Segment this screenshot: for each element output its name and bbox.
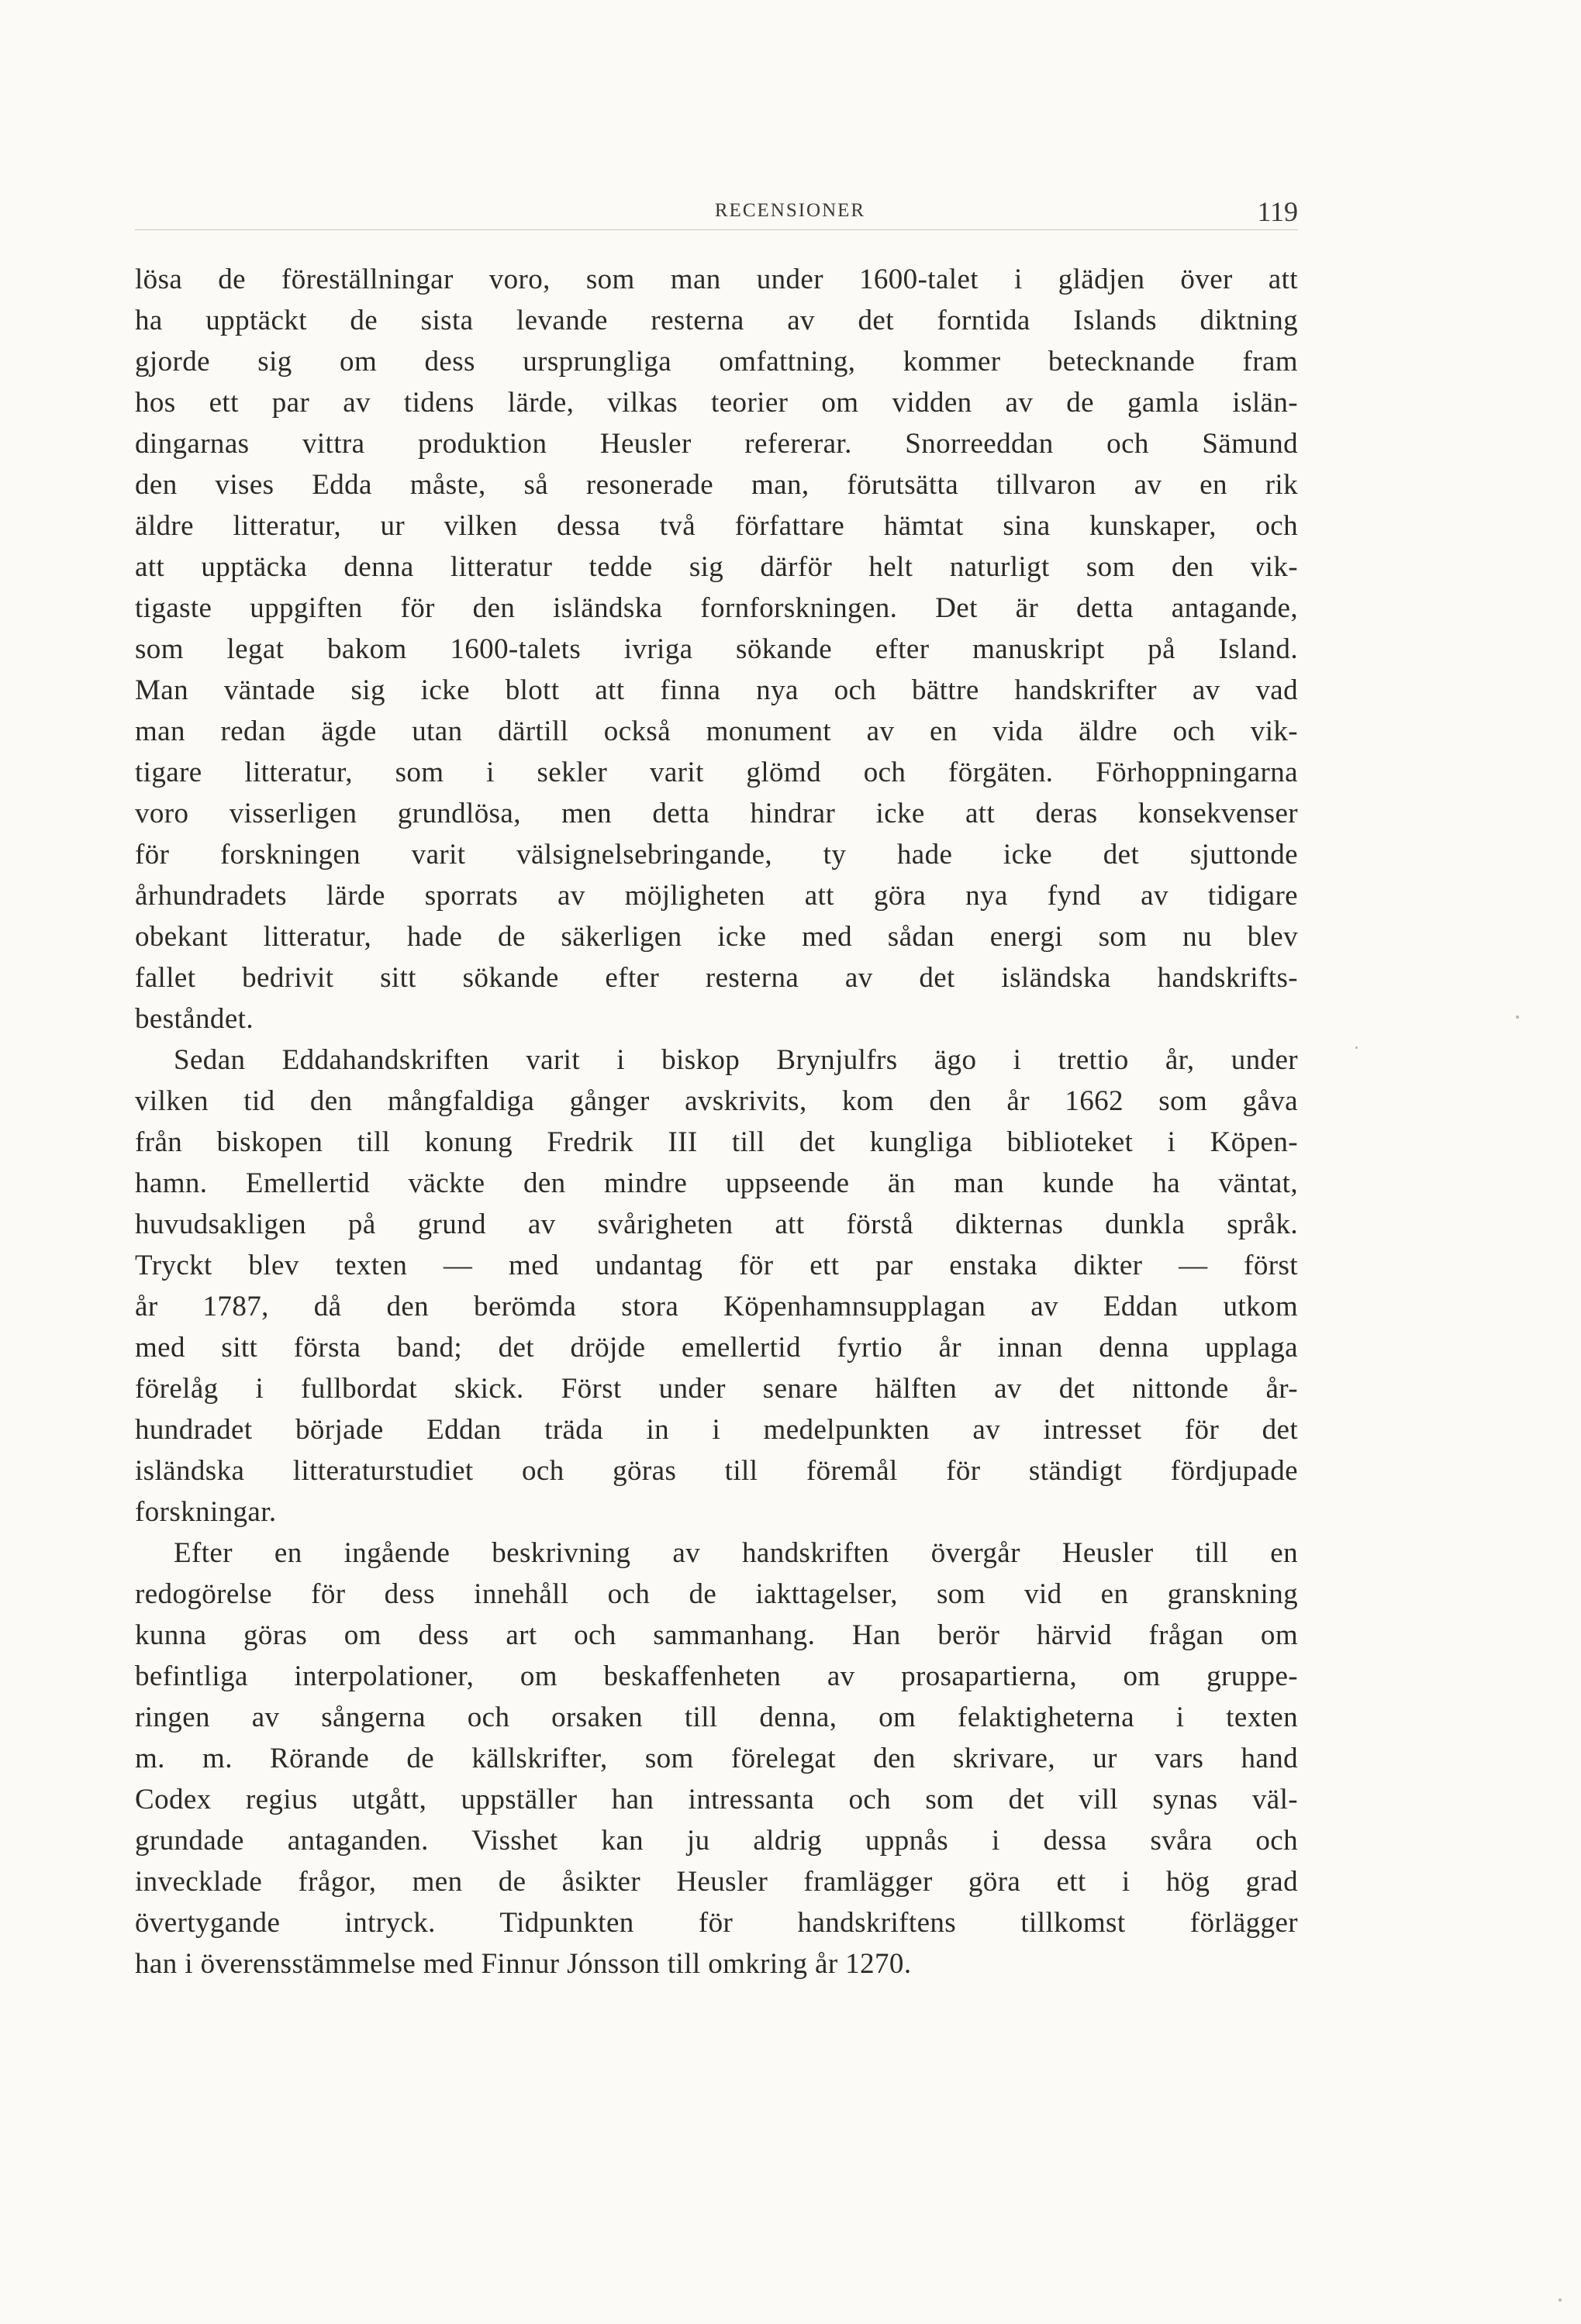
text-line: isländska litteraturstudiet och göras till föremål för ständigt fördjupade bbox=[135, 1455, 1298, 1487]
text-line: övertygande intryck. Tidpunkten för handskriftens tillkomst förlägger bbox=[135, 1907, 1298, 1939]
paragraph bbox=[135, 259, 1298, 1040]
paper-speck bbox=[1559, 2298, 1562, 2302]
paper-speck bbox=[1355, 1046, 1358, 1049]
body-text bbox=[135, 259, 1298, 1984]
text-line: forskningar. bbox=[135, 1496, 277, 1528]
text-line: Sedan Eddahandskriften varit i biskop Brynjulfrs ägo i trettio år, under bbox=[174, 1044, 1298, 1076]
text-line: år 1787, då den berömda stora Köpenhamnsupplagan av Eddan utkom bbox=[135, 1291, 1298, 1322]
running-head: RECENSIONER bbox=[714, 200, 866, 221]
text-line: voro visserligen grundlösa, men detta hindrar icke att deras konsekvenser bbox=[135, 798, 1298, 829]
text-line: huvudsakligen på grund av svårigheten att förstå dikternas dunkla språk. bbox=[135, 1209, 1298, 1240]
text-line: fallet bedrivit sitt sökande efter resterna av det isländska handskrifts- bbox=[135, 962, 1298, 994]
text-line: hamn. Emellertid väckte den mindre uppseende än man kunde ha väntat, bbox=[135, 1167, 1298, 1199]
text-line: från biskopen till konung Fredrik III till det kungliga biblioteket i Köpen- bbox=[135, 1126, 1298, 1158]
text-line: ha upptäckt de sista levande resterna av det forntida Islands diktning bbox=[135, 305, 1298, 336]
text-line: han i överensstämmelse med Finnur Jónsson till omkring år 1270. bbox=[135, 1948, 912, 1980]
text-line: vilken tid den mångfaldiga gånger avskrivits, kom den år 1662 som gåva bbox=[135, 1085, 1298, 1117]
text-line: med sitt första band; det dröjde emellertid fyrtio år innan denna upplaga bbox=[135, 1332, 1298, 1364]
page-number: 119 bbox=[1257, 196, 1298, 227]
text-line: Codex regius utgått, uppställer han intressanta och som det vill synas väl- bbox=[135, 1784, 1298, 1815]
paragraph bbox=[135, 1040, 1298, 1533]
paper-speck bbox=[1516, 1015, 1519, 1019]
text-line: kunna göras om dess art och sammanhang. Han berör härvid frågan om bbox=[135, 1619, 1298, 1651]
text-line: dingarnas vittra produktion Heusler refererar. Snorreeddan och Sämund bbox=[135, 428, 1298, 460]
text-line: den vises Edda måste, så resonerade man, förutsätta tillvaron av en rik bbox=[135, 469, 1298, 501]
text-line: att upptäcka denna litteratur tedde sig därför helt naturligt som den vik- bbox=[135, 551, 1298, 583]
text-line: för forskningen varit välsignelsebringande, ty hade icke det sjuttonde bbox=[135, 839, 1298, 871]
page-header bbox=[135, 195, 1298, 228]
text-line: Man väntade sig icke blott att finna nya och bättre handskrifter av vad bbox=[135, 674, 1298, 706]
text-line: ringen av sångerna och orsaken till denna, om felaktigheterna i texten bbox=[135, 1702, 1298, 1733]
text-line: redogörelse för dess innehåll och de iakttagelser, som vid en granskning bbox=[135, 1578, 1298, 1610]
text-line: hundradet började Eddan träda in i medelpunkten av intresset för det bbox=[135, 1414, 1298, 1446]
text-line: obekant litteratur, hade de säkerligen icke med sådan energi som nu blev bbox=[135, 921, 1298, 953]
text-line: som legat bakom 1600-talets ivriga sökande efter manuskript på Island. bbox=[135, 633, 1298, 665]
text-line: äldre litteratur, ur vilken dessa två författare hämtat sina kunskaper, och bbox=[135, 510, 1298, 542]
text-line: m. m. Rörande de källskrifter, som förelegat den skrivare, ur vars hand bbox=[135, 1743, 1298, 1774]
text-line: gjorde sig om dess ursprungliga omfattning, kommer betecknande fram bbox=[135, 346, 1298, 378]
text-line: invecklade frågor, men de åsikter Heusler framlägger göra ett i hög grad bbox=[135, 1866, 1298, 1898]
text-line: man redan ägde utan därtill också monument av en vida äldre och vik- bbox=[135, 715, 1298, 747]
text-line: århundradets lärde sporrats av möjligheten att göra nya fynd av tidigare bbox=[135, 880, 1298, 912]
text-line: befintliga interpolationer, om beskaffenheten av prosapartierna, om gruppe- bbox=[135, 1660, 1298, 1692]
text-line: lösa de föreställningar voro, som man under 1600-talet i glädjen över att bbox=[135, 264, 1298, 295]
text-line: Efter en ingående beskrivning av handskriften övergår Heusler till en bbox=[174, 1537, 1298, 1569]
text-line: hos ett par av tidens lärde, vilkas teorier om vidden av de gamla islän- bbox=[135, 387, 1298, 419]
text-line: tigare litteratur, som i sekler varit glömd och förgäten. Förhoppningarna bbox=[135, 757, 1298, 788]
text-line: Tryckt blev texten — med undantag för ett par enstaka dikter — först bbox=[135, 1250, 1298, 1281]
text-line: grundade antaganden. Visshet kan ju aldrig uppnås i dessa svåra och bbox=[135, 1825, 1298, 1857]
header-rule bbox=[135, 229, 1298, 230]
text-line: förelåg i fullbordat skick. Först under senare hälften av det nittonde år- bbox=[135, 1373, 1298, 1405]
text-line: tigaste uppgiften för den isländska fornforskningen. Det är detta antagande, bbox=[135, 592, 1298, 624]
text-line: beståndet. bbox=[135, 1003, 254, 1035]
paragraph bbox=[135, 1533, 1298, 1984]
